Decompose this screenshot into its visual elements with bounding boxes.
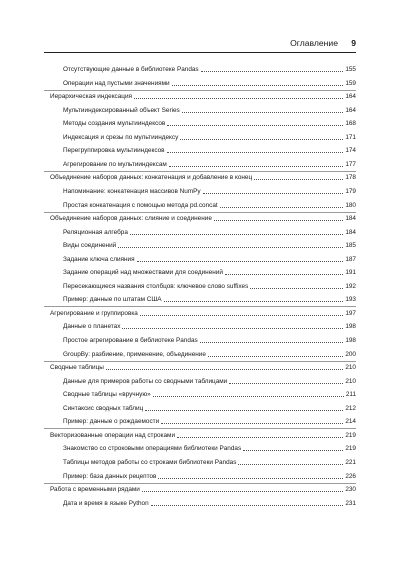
toc-entry-page: 214	[345, 418, 356, 426]
dot-leader	[161, 423, 343, 424]
toc-section-entry[interactable]	[63, 336, 356, 345]
dot-leader	[134, 98, 343, 99]
page-number: 9	[351, 38, 356, 48]
dot-leader	[180, 139, 343, 140]
toc-entry-page: 168	[345, 120, 356, 128]
section-divider	[44, 483, 356, 484]
toc-entry-page: 180	[345, 201, 356, 209]
toc-entry-title: Агрегирование и группировка	[50, 309, 138, 317]
toc-entry-page: 184	[345, 215, 356, 223]
toc-entry-page: 221	[345, 458, 356, 466]
toc-section-entry[interactable]	[63, 65, 356, 74]
dot-leader	[203, 193, 344, 194]
toc-entry-title: Пример: данные о рождаемости	[63, 418, 160, 426]
toc-entry-title: Задание операций над множествами для соединений	[63, 269, 223, 277]
toc-section-entry[interactable]	[63, 241, 356, 250]
toc-entry-page: 210	[345, 364, 356, 372]
toc-section-entry[interactable]	[63, 417, 356, 426]
toc-entry-page: 231	[345, 499, 356, 507]
toc-section-entry[interactable]	[63, 133, 356, 142]
section-divider	[44, 361, 356, 362]
toc-entry-page: 164	[345, 93, 356, 101]
section-divider	[44, 171, 356, 172]
dot-leader	[220, 207, 344, 208]
toc-entry-page: 184	[345, 228, 356, 236]
toc-section-entry[interactable]	[63, 255, 356, 264]
dot-leader	[238, 464, 343, 465]
toc-entry-page: 185	[345, 242, 356, 250]
toc-section-entry[interactable]	[63, 106, 356, 115]
toc-section-entry[interactable]	[63, 282, 356, 291]
toc-section-entry[interactable]	[63, 79, 356, 88]
toc-entry-title: Простое агрегирование в библиотеке Pandas	[63, 337, 198, 344]
dot-leader	[177, 437, 343, 438]
toc-entry-title: Векторизованные операции над строками	[50, 431, 176, 439]
toc-chapter-entry[interactable]	[50, 431, 356, 440]
dot-leader	[151, 505, 344, 506]
toc-section-entry[interactable]	[63, 377, 356, 386]
toc-section-entry[interactable]	[63, 201, 356, 210]
toc-entry-page: 155	[345, 66, 356, 73]
toc-entry-title: Объединение наборов данных: слияние и соединение	[50, 215, 212, 223]
toc-entry-page: 211	[345, 391, 356, 399]
toc-entry-page: 164	[345, 106, 356, 114]
toc-entry-page: 219	[345, 431, 356, 439]
toc-entry-page: 177	[345, 160, 356, 168]
toc-entry-title: Пример: база данных рецептов	[63, 472, 157, 480]
toc-entry-title: Операции над пустыми значениями	[63, 79, 170, 87]
toc-section-entry[interactable]	[63, 268, 356, 277]
toc-chapter-entry[interactable]	[50, 363, 356, 372]
dot-leader	[169, 166, 344, 167]
toc-entry-page: 174	[345, 147, 356, 155]
toc-section-entry[interactable]	[63, 146, 356, 155]
dot-leader	[167, 125, 343, 126]
toc-entry-page: 191	[345, 269, 356, 277]
dot-leader	[118, 247, 343, 248]
toc-entry-title: Агрегирование по мультииндексам	[63, 160, 167, 168]
dot-leader	[229, 383, 343, 384]
toc-entry-page: 200	[345, 350, 356, 358]
toc-section-entry[interactable]	[63, 228, 356, 237]
toc-section-entry[interactable]	[63, 295, 356, 304]
toc-section-entry[interactable]	[63, 322, 356, 331]
dot-leader	[225, 274, 343, 275]
toc-entry-title: Перегруппировка мультииндексов	[63, 147, 165, 155]
toc-entry-page: 226	[345, 472, 356, 480]
toc-entry-title: Таблицы методов работы со строками библиотеки Pandas	[63, 458, 237, 466]
toc-entry-title: Пересекающиеся названия столбцов: ключевое слово suffixes	[63, 282, 249, 290]
toc-entry-page: 171	[345, 133, 356, 141]
dot-leader	[130, 234, 343, 235]
toc-entry-title: GroupBy: разбиение, применение, объединение	[63, 350, 206, 358]
section-divider	[44, 306, 356, 307]
toc-entry-title: Синтаксис сводных таблиц	[63, 404, 144, 412]
toc-section-entry[interactable]	[63, 458, 356, 467]
dot-leader	[164, 301, 344, 302]
toc-chapter-entry[interactable]	[50, 92, 356, 101]
dot-leader	[153, 396, 344, 397]
dot-leader	[214, 220, 343, 221]
dot-leader	[158, 478, 343, 479]
toc-chapter-entry[interactable]	[50, 309, 356, 318]
section-divider	[44, 428, 356, 429]
toc-entry-page: 198	[345, 337, 356, 344]
toc-entry-page: 178	[345, 174, 356, 182]
toc-entry-title: Работа с временными рядами	[50, 486, 140, 494]
toc-entry-page: 219	[345, 445, 356, 453]
toc-section-entry[interactable]	[63, 390, 356, 399]
toc-entry-title: Мультииндексированный объект Series	[63, 106, 180, 114]
toc-entry-page: 210	[345, 377, 356, 385]
dot-leader	[201, 71, 344, 72]
toc-entry-page: 159	[345, 79, 356, 87]
toc-entry-title: Сводные таблицы «вручную»	[63, 391, 151, 399]
toc-chapter-entry[interactable]	[50, 214, 356, 223]
dot-leader	[145, 410, 343, 411]
dot-leader	[254, 179, 343, 180]
toc-entry-page: 198	[345, 323, 356, 331]
page-header	[44, 38, 356, 53]
toc-entry-page: 187	[345, 255, 356, 263]
toc-entry-title: Задание ключа слияния	[63, 255, 135, 263]
toc-entry-title: Сводные таблицы	[50, 364, 104, 372]
toc-entry-title: Методы создания мультииндексов	[63, 120, 166, 128]
dot-leader	[137, 261, 344, 262]
dot-leader	[167, 152, 344, 153]
toc-entry-title: Иерархическая индексация	[50, 93, 132, 101]
toc-entry-title: Индексация и срезы по мультииндексу	[63, 133, 179, 141]
toc-entry-title: Виды соединений	[63, 242, 117, 250]
toc-section-entry[interactable]	[63, 350, 356, 359]
dot-leader	[106, 369, 343, 370]
dot-leader	[182, 112, 344, 113]
toc-entry-page: 230	[345, 486, 356, 494]
toc-entry-page: 212	[345, 404, 356, 412]
dot-leader	[243, 450, 343, 451]
dot-leader	[250, 288, 343, 289]
toc-entry-page: 193	[345, 296, 356, 304]
dot-leader	[172, 85, 344, 86]
toc-chapter-entry[interactable]	[50, 485, 356, 494]
toc-entry-title: Дата и время в языке Python	[63, 499, 149, 507]
dot-leader	[208, 356, 343, 357]
toc-section-entry[interactable]	[63, 444, 356, 453]
toc-section-entry[interactable]	[63, 119, 356, 128]
toc-entry-title: Простая конкатенация с помощью метода pd.concat	[63, 201, 218, 209]
header-title: Оглавление	[290, 38, 338, 48]
toc-entry-page: 192	[345, 282, 356, 290]
toc-entry-page: 197	[345, 309, 356, 317]
section-divider	[44, 212, 356, 213]
toc-entry-title: Отсутствующие данные в библиотеке Pandas	[63, 66, 199, 73]
dot-leader	[142, 491, 343, 492]
dot-leader	[140, 315, 343, 316]
toc-chapter-entry[interactable]	[50, 173, 356, 182]
toc-entry-title: Объединение наборов данных: конкатенация и добавление в конец	[50, 174, 253, 182]
toc-section-entry[interactable]	[63, 160, 356, 169]
section-divider	[44, 90, 356, 91]
toc-section-entry[interactable]	[63, 499, 356, 508]
toc-section-entry[interactable]	[63, 472, 356, 481]
toc-entry-title: Данные о планетах	[63, 323, 121, 331]
toc-entry-title: Знакомство со строковыми операциями библиотеки Pandas	[63, 445, 242, 453]
toc-entry-page: 179	[345, 187, 356, 195]
toc-section-entry[interactable]	[63, 404, 356, 413]
toc-entry-title: Пример: данные по штатам США	[63, 296, 162, 304]
toc-entry-title: Данные для примеров работы со сводными таблицами	[63, 377, 228, 385]
dot-leader	[200, 342, 344, 343]
dot-leader	[122, 328, 343, 329]
toc-entry-title: Напоминание: конкатенация массивов NumPy	[63, 187, 201, 195]
toc-section-entry[interactable]	[63, 187, 356, 196]
toc-entry-title: Реляционная алгебра	[63, 228, 128, 236]
